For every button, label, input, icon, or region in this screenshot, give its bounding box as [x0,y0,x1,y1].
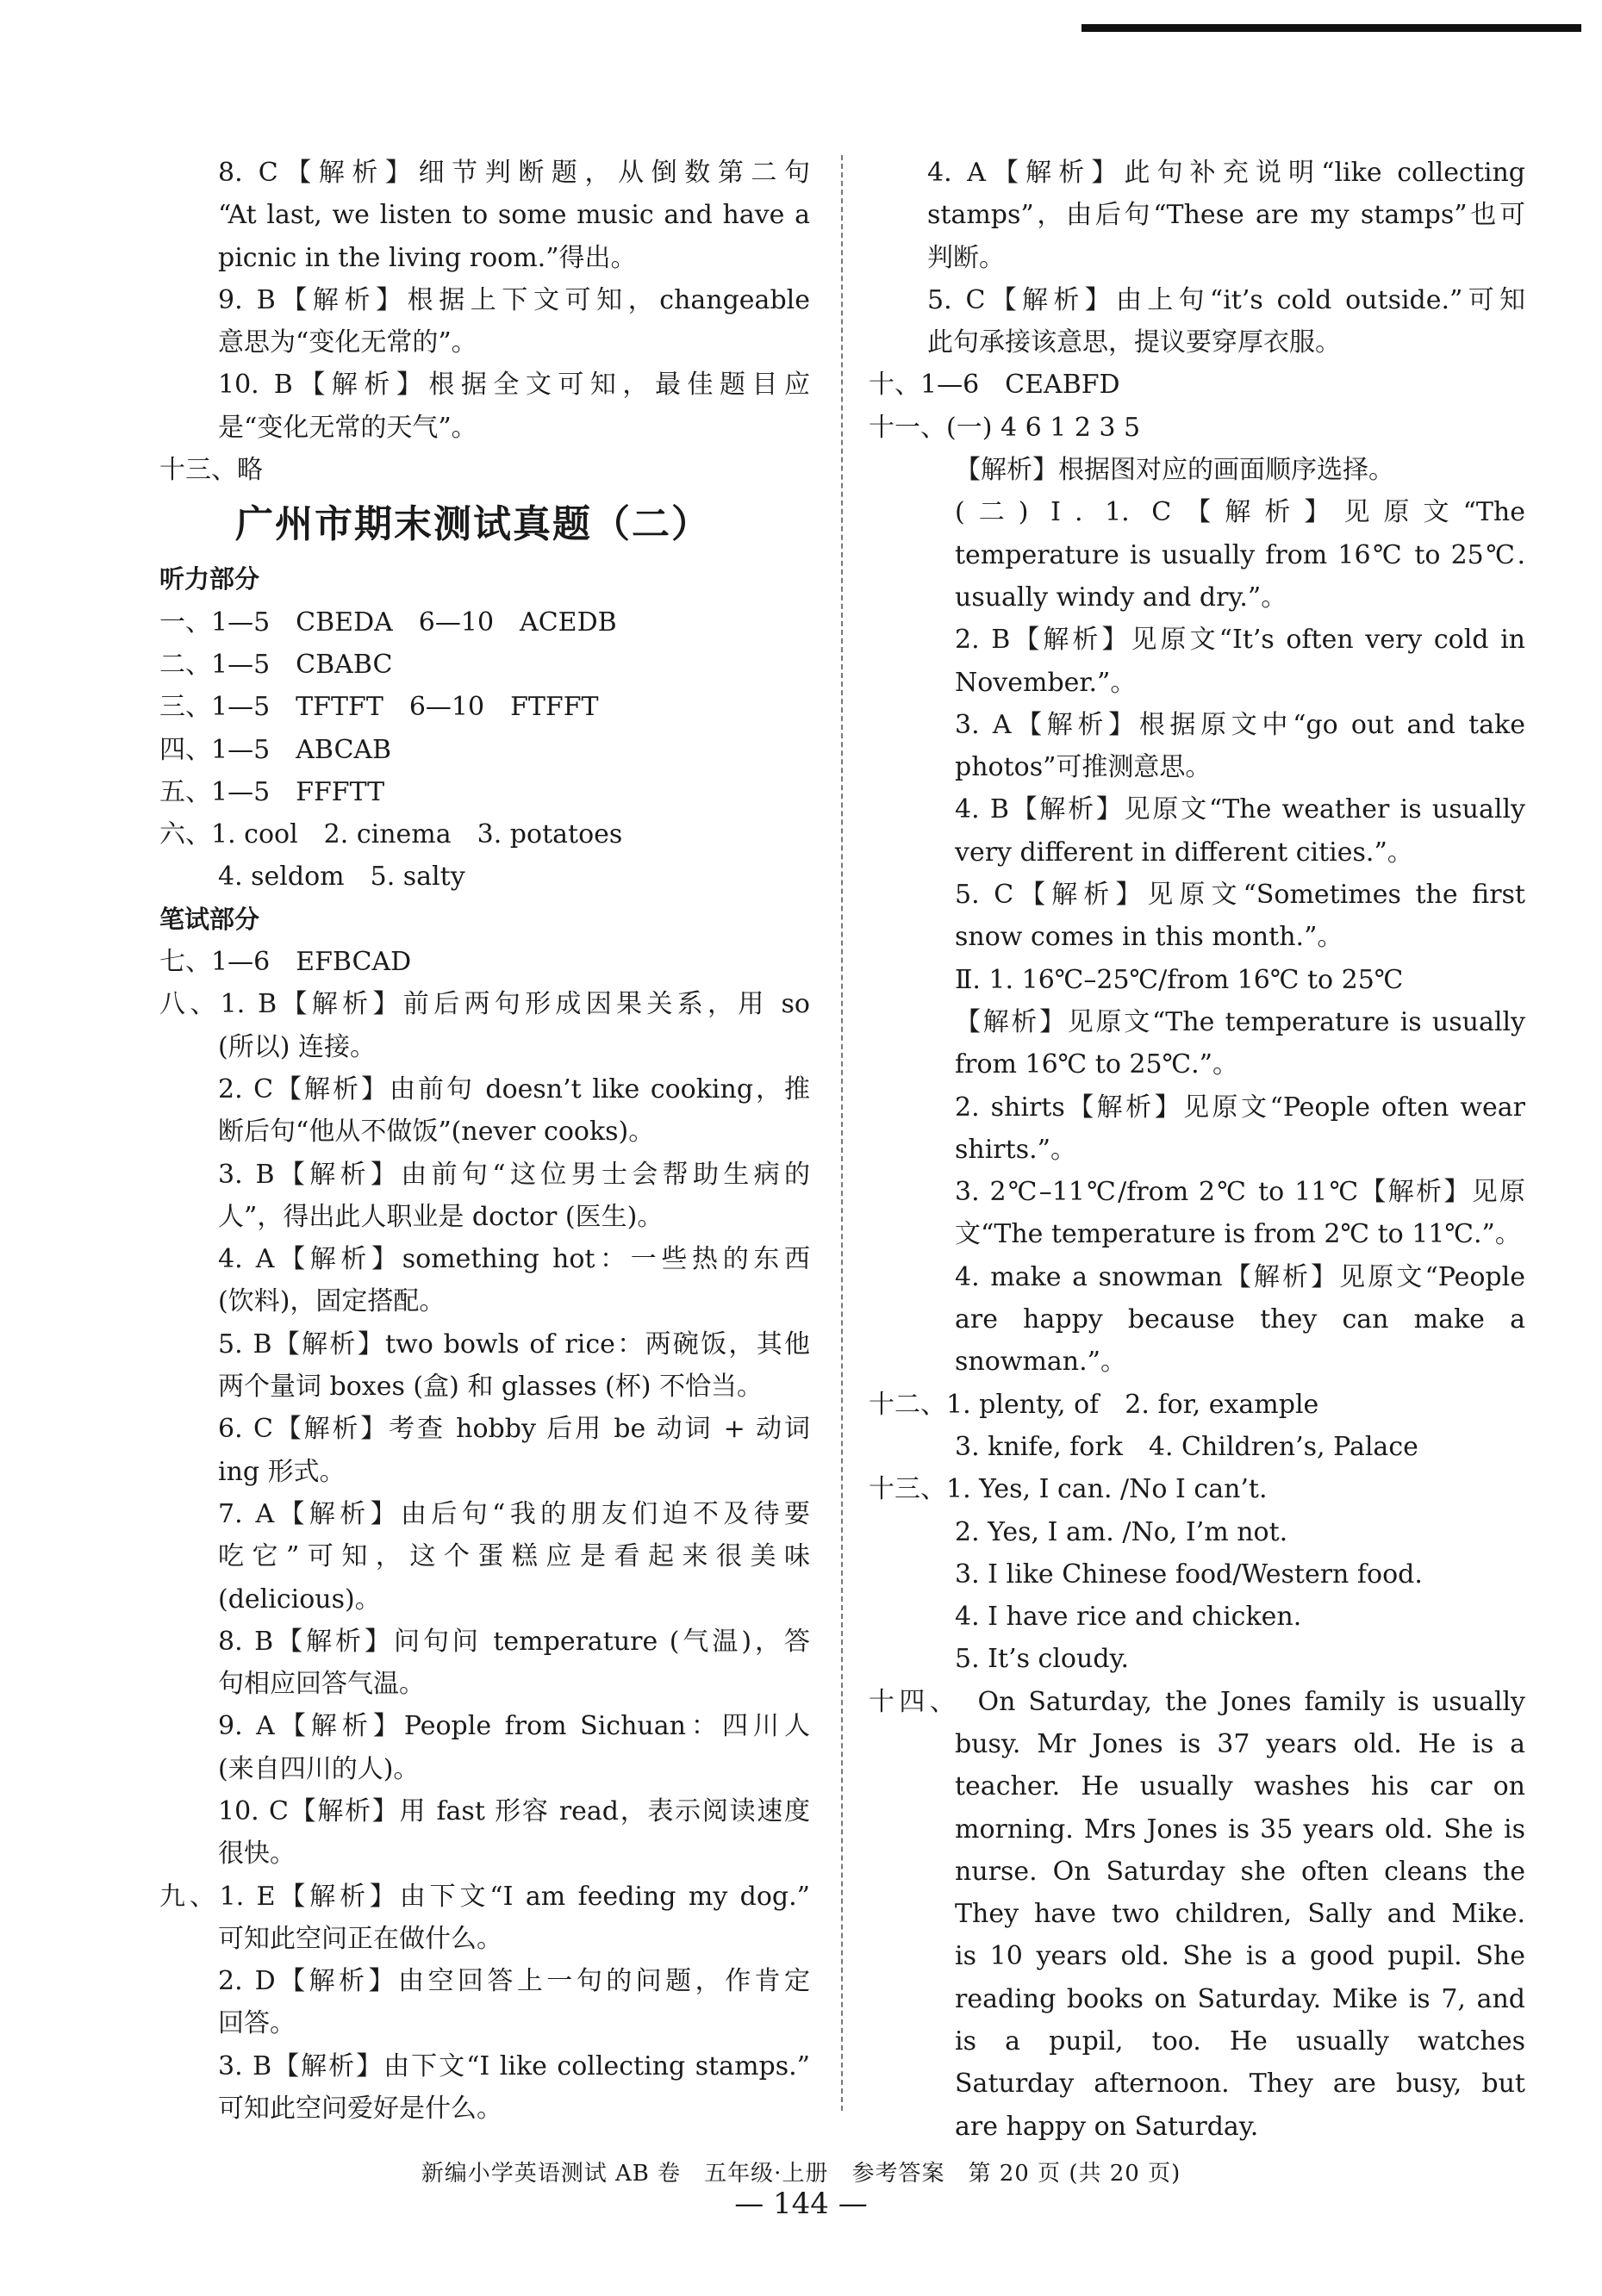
answer-line: 2. D【解析】由空回答上一句的问题，作肯定 [218,1966,810,1997]
passage-line: 十四、 On Saturday, the Jones family is usually [869,1686,1525,1717]
right-column [869,152,1525,2148]
answer-line: 6. C【解析】考查 hobby 后用 be 动词 + 动词 [218,1414,810,1445]
answer-line: 此句承接该意思，提议要穿厚衣服。 [927,327,1341,358]
answer-line: 四、1—5 ABCAB [159,734,392,765]
passage-line: is 10 years old. She is a good pupil. She [955,1941,1525,1972]
column-divider [841,155,843,2111]
answer-line: 八、1. B【解析】前后两句形成因果关系，用 so [159,989,810,1020]
answer-line: 很快。 [218,1839,296,1870]
answer-line: 3. 2℃–11℃/from 2℃ to 11℃【解析】见原 [955,1177,1525,1208]
answer-line: 3. B【解析】由前句“这位男士会帮助生病的 [218,1159,810,1190]
answer-line: 4. seldom 5. salty [218,862,465,893]
answer-line: (饮料)，固定搭配。 [218,1286,446,1317]
answer-line: (来自四川的人)。 [218,1753,420,1784]
passage-line: reading books on Saturday. Mike is 7, and [955,1983,1525,2014]
answer-line: 五、1—5 FFFTT [159,776,385,807]
answer-line: 十二、1. plenty, of 2. for, example [869,1389,1319,1420]
answer-line: 5. C【解析】见原文“Sometimes the first [955,880,1525,911]
answer-line: picnic in the living room.”得出。 [218,242,637,273]
answer-line: 是“变化无常的天气”。 [218,412,477,443]
answer-line: stamps”，由后句“These are my stamps”也可 [927,200,1525,231]
answer-line: 3. A【解析】根据原文中“go out and take [955,709,1525,740]
answer-line: 5. It’s cloudy. [955,1644,1130,1675]
answer-line: 4. I have rice and chicken. [955,1602,1302,1633]
answer-line: 4. A【解析】此句补充说明“like collecting [927,158,1525,188]
answer-line: 七、1—6 EFBCAD [159,947,412,978]
answer-line: 5. B【解析】two bowls of rice：两碗饭，其他 [218,1328,810,1360]
answer-line: ing 形式。 [218,1456,346,1487]
answer-line: 9. B【解析】根据上下文可知，changeable [218,284,810,315]
answer-line: snowman.”。 [955,1347,1126,1378]
passage-line: nurse. On Saturday she often cleans the [955,1856,1525,1887]
answer-line: (二) Ⅰ. 1. C【解析】见原文“The [955,497,1525,528]
answer-line: 10. C【解析】用 fast 形容 read，表示阅读速度 [218,1795,810,1826]
answer-line: 2. C【解析】由前句 doesn’t like cooking，推 [218,1073,810,1104]
answer-line: 8. B【解析】问句问 temperature (气温)，答 [218,1626,810,1657]
section-heading-written: 笔试部分 [159,904,260,934]
top-rule [1082,24,1581,32]
answer-line: 2. Yes, I am. /No, I’m not. [955,1516,1288,1547]
answer-line: Ⅱ. 1. 16℃–25℃/from 16℃ to 25℃ [955,964,1404,995]
answer-line: 可知此空问正在做什么。 [218,1923,502,1954]
answer-line: (所以) 连接。 [218,1031,376,1062]
page-title: 广州市期末测试真题（二） [235,502,711,547]
answer-line: are happy because they can make a [955,1304,1525,1335]
answer-line: 3. knife, fork 4. Children’s, Palace [955,1431,1418,1462]
answer-line: usually windy and dry.”。 [955,582,1287,613]
answer-line: 【解析】见原文“The temperature is usually [955,1006,1525,1037]
answer-line: “At last, we listen to some music and have a [218,200,810,231]
section-heading-listening: 听力部分 [159,564,260,594]
answer-line: 【解析】根据图对应的画面顺序选择。 [955,455,1394,486]
answer-line: November.”。 [955,667,1137,698]
answer-line: 句相应回答气温。 [218,1669,425,1700]
passage-line: is a pupil, too. He usually watches [955,2026,1525,2057]
answer-line: 九、1. E【解析】由下文“I am feeding my dog.” [159,1881,810,1912]
passage-line: Saturday afternoon. They are busy, but [955,2069,1525,2100]
answer-line: 二、1—5 CBABC [159,649,393,680]
answer-line: 7. A【解析】由后句“我的朋友们迫不及待要 [218,1498,810,1529]
answer-line: 8. C【解析】细节判断题，从倒数第二句 [218,158,810,188]
answer-line: 断后句“他从不做饭”(never cooks)。 [218,1117,655,1148]
answer-line: 六、1. cool 2. cinema 3. potatoes [159,819,623,850]
answer-line: 意思为“变化无常的”。 [218,327,477,358]
page-number: — 144 — [734,2187,868,2221]
answer-line: 十三、1. Yes, I can. /No I can’t. [869,1474,1268,1505]
answer-line: 一、1—5 CBEDA 6—10 ACEDB [159,607,617,638]
answer-line: from 16℃ to 25℃.”。 [955,1049,1239,1080]
answer-line: 可知此空问爱好是什么。 [218,2094,502,2125]
answer-line: 人”，得出此人职业是 doctor (医生)。 [218,1201,664,1232]
answer-line: 4. B【解析】见原文“The weather is usually [955,794,1525,825]
answer-line: 2. B【解析】见原文“It’s often very cold in [955,625,1525,656]
answer-line: 文“The temperature is from 2℃ to 11℃.”。 [955,1219,1521,1250]
answer-line: 2. shirts【解析】见原文“People often wear [955,1092,1525,1123]
answer-line: (delicious)。 [218,1584,381,1615]
answer-line: 10. B【解析】根据全文可知，最佳题目应 [218,370,810,401]
answer-line: 回答。 [218,2008,296,2039]
answer-line: 4. make a snowman【解析】见原文“People [955,1261,1525,1292]
answer-line: shirts.”。 [955,1134,1076,1165]
answer-line: 9. A【解析】People from Sichuan：四川人 [218,1711,810,1742]
passage-line: morning. Mrs Jones is 35 years old. She is [955,1814,1525,1845]
answer-line: 5. C【解析】由上句“it’s cold outside.”可知 [927,284,1525,315]
answer-line: 十一、(一) 4 6 1 2 3 5 [869,412,1141,443]
left-column [159,152,810,2130]
answer-line: temperature is usually from 16℃ to 25℃. [955,539,1525,570]
passage-line: They have two children, Sally and Mike. [955,1899,1525,1930]
passage-line: teacher. He usually washes his car on [955,1771,1525,1802]
answer-line: very different in different cities.”。 [955,837,1413,868]
passage-line: are happy on Saturday. [955,2111,1259,2142]
answer-line: 3. I like Chinese food/Western food. [955,1559,1423,1590]
answer-line: 吃它”可知，这个蛋糕应是看起来很美味 [218,1541,810,1572]
answer-line: photos”可推测意思。 [955,752,1212,783]
passage-line: busy. Mr Jones is 37 years old. He is a [955,1728,1525,1759]
footer-text: 新编小学英语测试 AB 卷 五年级·上册 参考答案 第 20 页 (共 20 页) [421,2161,1181,2187]
answer-line: 判断。 [927,242,1005,273]
answer-line: 两个量词 boxes (盒) 和 glasses (杯) 不恰当。 [218,1372,763,1403]
answer-line: 十、1—6 CEABFD [869,370,1120,401]
section-answer: 十三、略 [159,455,263,486]
answer-line: 三、1—5 TFTFT 6—10 FTFFT [159,692,599,723]
answer-line: snow comes in this month.”。 [955,922,1343,953]
answer-line: 3. B【解析】由下文“I like collecting stamps.” [218,2050,810,2081]
answer-line: 4. A【解析】something hot：一些热的东西 [218,1244,810,1275]
